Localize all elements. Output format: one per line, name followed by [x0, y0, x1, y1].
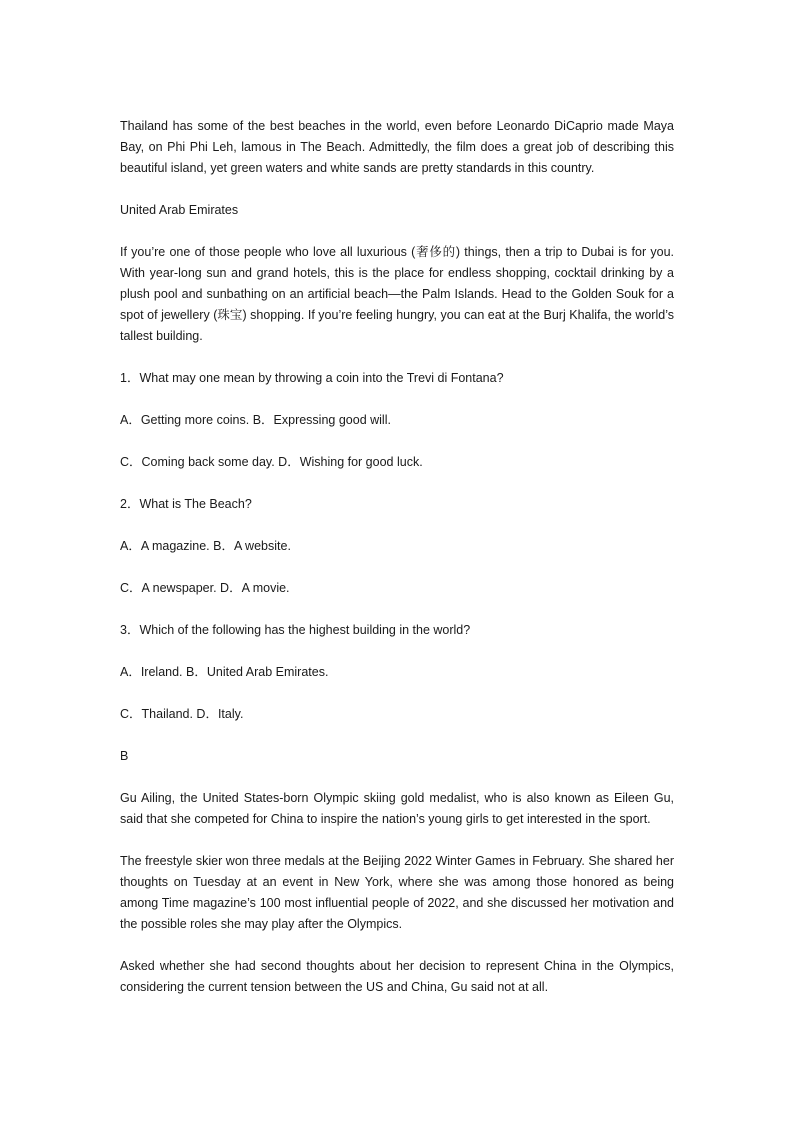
question-3-options-ab: A．Ireland. B．United Arab Emirates. — [120, 665, 329, 679]
thailand-paragraph: Thailand has some of the best beaches in the world, even before Leonardo DiCaprio made Maya Bay, on Phi Phi Leh, lamous in The Beach. Admittedly, the film does a great job of describing this beautiful island, yet green waters and white sands are pretty standards in this country. — [120, 119, 674, 175]
question-1-stem: 1．What may one mean by throwing a coin into the Trevi di Fontana? — [120, 371, 504, 385]
question-2-stem: 2．What is The Beach? — [120, 497, 252, 511]
passage-b-paragraph-3: Asked whether she had second thoughts about her decision to represent China in the Olympics, considering the current tension between the US and China, Gu said not at all. — [120, 959, 674, 994]
question-3-stem: 3．Which of the following has the highest building in the world? — [120, 623, 471, 637]
passage-b-label: B — [120, 749, 129, 763]
question-1-options-ab: A．Getting more coins. B．Expressing good will. — [120, 413, 391, 427]
uae-paragraph: If you’re one of those people who love all luxurious (奢侈的) things, then a trip to Dubai is for you. With year-long sun and grand hotels, this is the place for endless shopping, cocktail drinking by a plush pool and sunbathing on an artificial beach—the Palm Islands. Head to the Golden Souk for a spot of jewellery (珠宝) shopping. If you’re feeling hungry, you can eat at the Burj Khalifa, the world’s tallest building. — [120, 245, 674, 343]
uae-heading: United Arab Emirates — [120, 203, 239, 217]
question-2-options-cd: C．A newspaper. D．A movie. — [120, 581, 290, 595]
passage-b-paragraph-1: Gu Ailing, the United States-born Olympic skiing gold medalist, who is also known as Eileen Gu, said that she competed for China to inspire the nation’s young girls to get interested in the sport. — [120, 791, 674, 826]
question-3-options-cd: C．Thailand. D．Italy. — [120, 707, 244, 721]
question-1-options-cd: C．Coming back some day. D．Wishing for good luck. — [120, 455, 423, 469]
document-body — [120, 116, 674, 1019]
question-2-options-ab: A．A magazine. B．A website. — [120, 539, 291, 553]
passage-b-paragraph-2: The freestyle skier won three medals at the Beijing 2022 Winter Games in February. She shared her thoughts on Tuesday at an event in New York, where she was among those honored as being among Time magazine’s 100 most influential people of 2022, and she discussed her motivation and the possible roles she may play after the Olympics. — [120, 854, 674, 931]
